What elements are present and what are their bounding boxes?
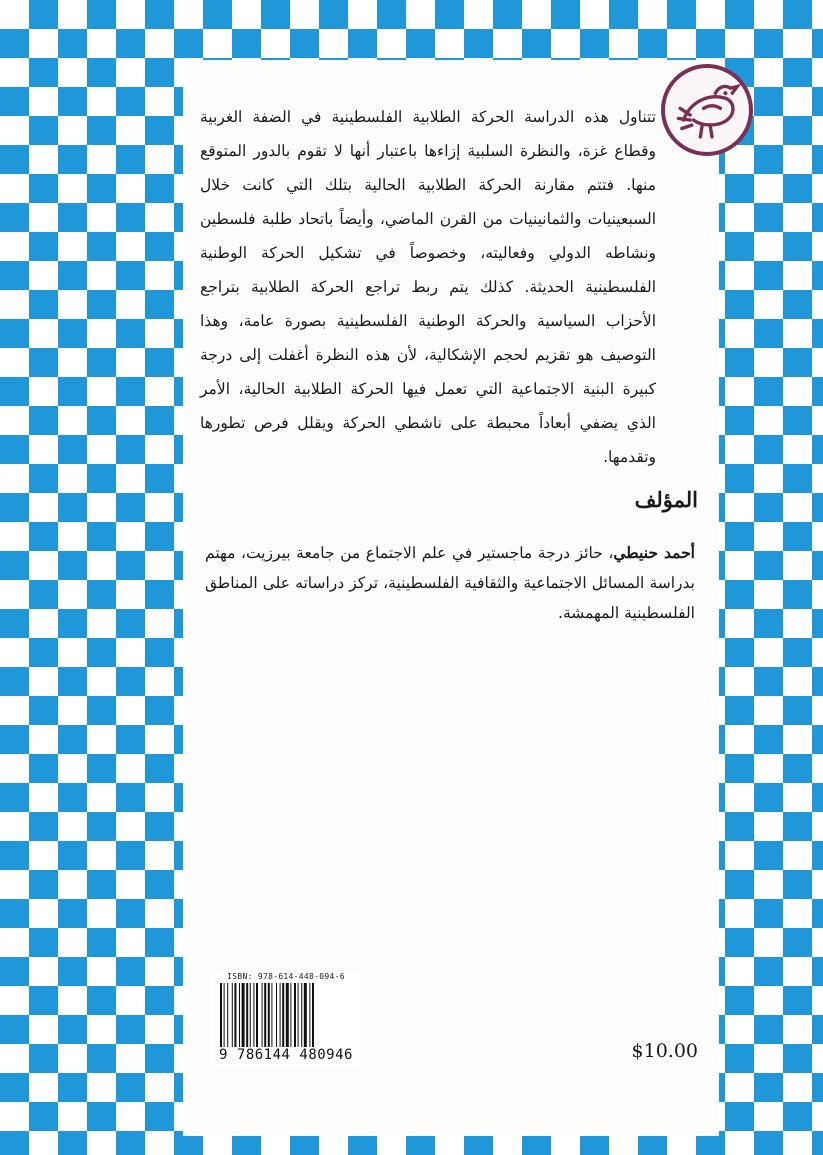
author-bio-paragraph [205, 538, 695, 628]
barcode-block [210, 970, 362, 1070]
publisher-logo-icon [661, 64, 753, 156]
price-label: $10.00 [631, 1040, 698, 1062]
book-description: تتناول هذه الدراسة الحركة الطلابية الفلسطينية في الضفة الغربية وقطاع غزة، والنظرة السلبية إزاءها باعتبار أنها لا تقوم بالدور المتوقع منها. فتتم مقارنة الحركة الطلابية الحالية بتلك التي كانت خلال السبعينيات والثمانينيات من القرن الماضي، وأيضاً باتحاد طلبة فلسطين ونشاطه الدولي وفعاليته، وخصوصاً في تشكيل الحركة الوطنية الفلسطينية الحديثة. كذلك يتم ربط تراجع الحركة الطلابية بتراجع الأحزاب السياسية والحركة الوطنية الفلسطينية بصورة عامة، وهذا التوصيف هو تقزيم لحجم الإشكالية، لأن هذه النظرة أغفلت إلى درجة كبيرة البنية الاجتماعية التي تعمل فيها الحركة الطلابية الحالية، الأمر الذي يضفي أبعاداً محبطة على ناشطي الحركة ويقلل فرص تطورها وتقدمها. [200, 108, 656, 466]
isbn-label: ISBN: 978-614-448-094-6 [227, 972, 345, 981]
author-bio: ، حائز درجة ماجستير في علم الاجتماع من جامعة بيرزيت، مهتم بدراسة المسائل الاجتماعية والثقافية الفلسطينية، تركز دراساته على المناطق الفلسطينية المهمشة. [205, 544, 695, 622]
barcode-icon [216, 983, 356, 1047]
author-heading: المؤلف [634, 487, 698, 512]
author-name: أحمد حنيطي [613, 543, 695, 562]
barcode-number: 9 786144 480946 [219, 1047, 353, 1063]
bird-emblem-icon [665, 68, 749, 152]
